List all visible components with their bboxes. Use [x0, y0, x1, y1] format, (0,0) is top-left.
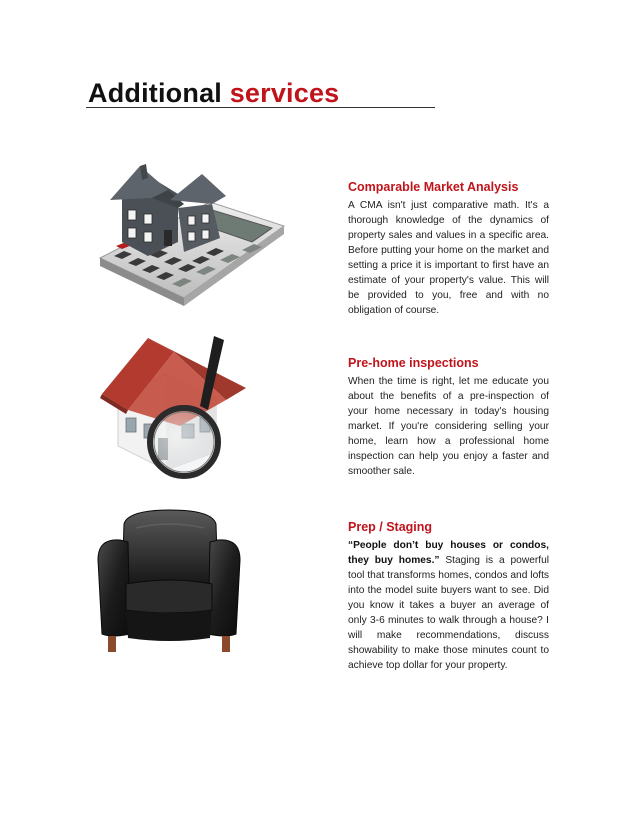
section-body	[348, 538, 549, 673]
staging-text: Staging is a powerful tool that transforms homes, condos and lofts into the model suite buyers want to see. Did you know it takes a buyer an average of only 3-6 minutes to walk through a house? I will make recommendations, discuss showability to make those minutes count to achieve top dollar for your property.	[348, 555, 550, 671]
title-word-additional: Additional	[88, 78, 222, 108]
page-title	[88, 76, 339, 110]
title-word-services: services	[229, 78, 340, 108]
leather-armchair-image	[94, 506, 244, 656]
section-pre-home-inspections	[348, 356, 549, 479]
section-heading: Comparable Market Analysis	[348, 180, 519, 194]
section-prep-staging	[348, 520, 549, 673]
section-body: When the time is right, let me educate you about the benefits of a pre-inspection of your home necessary in today's housing market. If you're considering selling your home, learn how a professional home inspection can help you enjoy a faster and smoother sale.	[348, 376, 549, 477]
section-cma	[348, 180, 549, 318]
title-underline	[86, 107, 435, 108]
house-on-calculator-image	[92, 160, 290, 310]
section-heading: Pre-home inspections	[348, 356, 479, 370]
staging-quote: “People don’t buy houses or condos, they buy homes.”	[348, 540, 549, 566]
section-heading: Prep / Staging	[348, 520, 433, 534]
house-magnifier-image	[96, 334, 260, 492]
section-body: A CMA isn't just comparative math. It's a thorough knowledge of the dynamics of property sales and values in a specific area. Before putting your home on the market and setting a price it is important to first have an estimate of your property's value. This will be provided to you, free and with no obligation of course.	[348, 200, 549, 316]
